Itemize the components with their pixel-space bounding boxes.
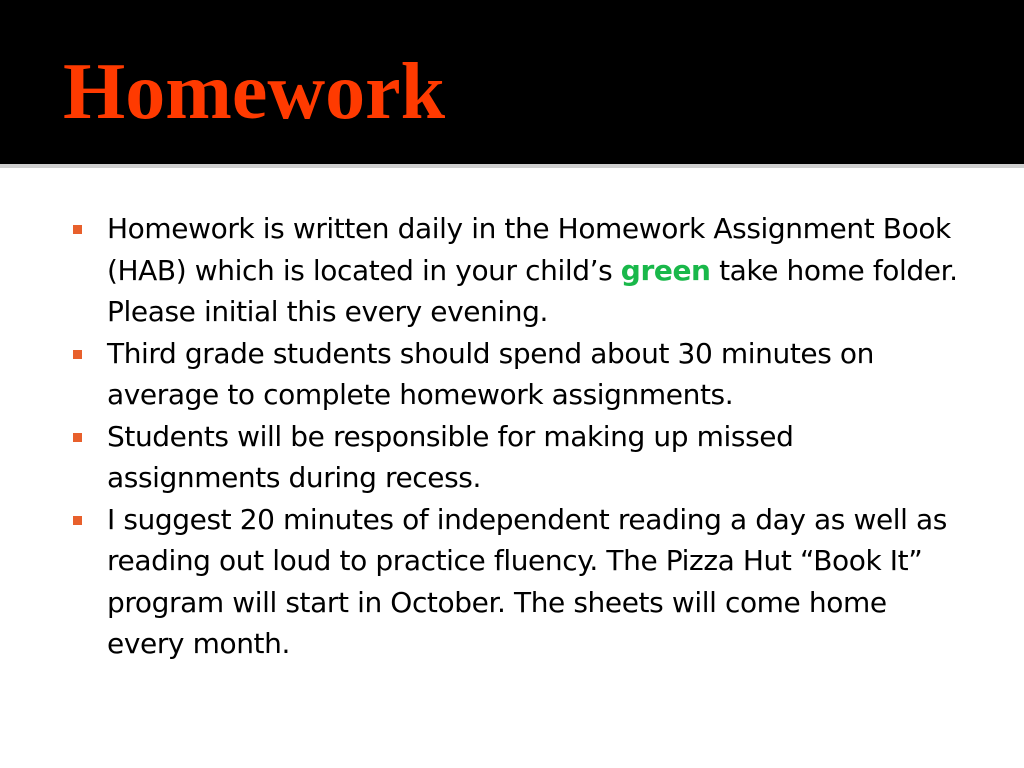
bullet-item-time-spent [72,333,972,416]
bullet-text-part: take home folder. Please initial this every evening. [107,253,958,328]
highlighted-word-green: green [620,253,711,287]
square-bullet-icon [73,433,82,442]
title-bar [0,0,1024,160]
bullet-item-homework-book [72,208,972,333]
bullet-list [72,208,972,665]
square-bullet-icon [73,516,82,525]
bullet-item-reading [72,499,972,665]
bullet-text-part: Homework is written daily in the Homework Assignment Book (HAB) which is located in your child’s [107,212,951,287]
content-area [0,168,1024,768]
bullet-text: Third grade students should spend about 30 minutes on average to complete homework assignments. [107,336,874,411]
slide-title: Homework [63,48,446,136]
bullet-text: Students will be responsible for making up missed assignments during recess. [107,419,794,494]
square-bullet-icon [73,225,82,234]
bullet-item-missed-assignments [72,416,972,499]
bullet-text: I suggest 20 minutes of independent reading a day as well as reading out loud to practice fluency. The Pizza Hut “Book It” program will start in October. The sheets will come home every month. [107,502,947,660]
square-bullet-icon [73,350,82,359]
